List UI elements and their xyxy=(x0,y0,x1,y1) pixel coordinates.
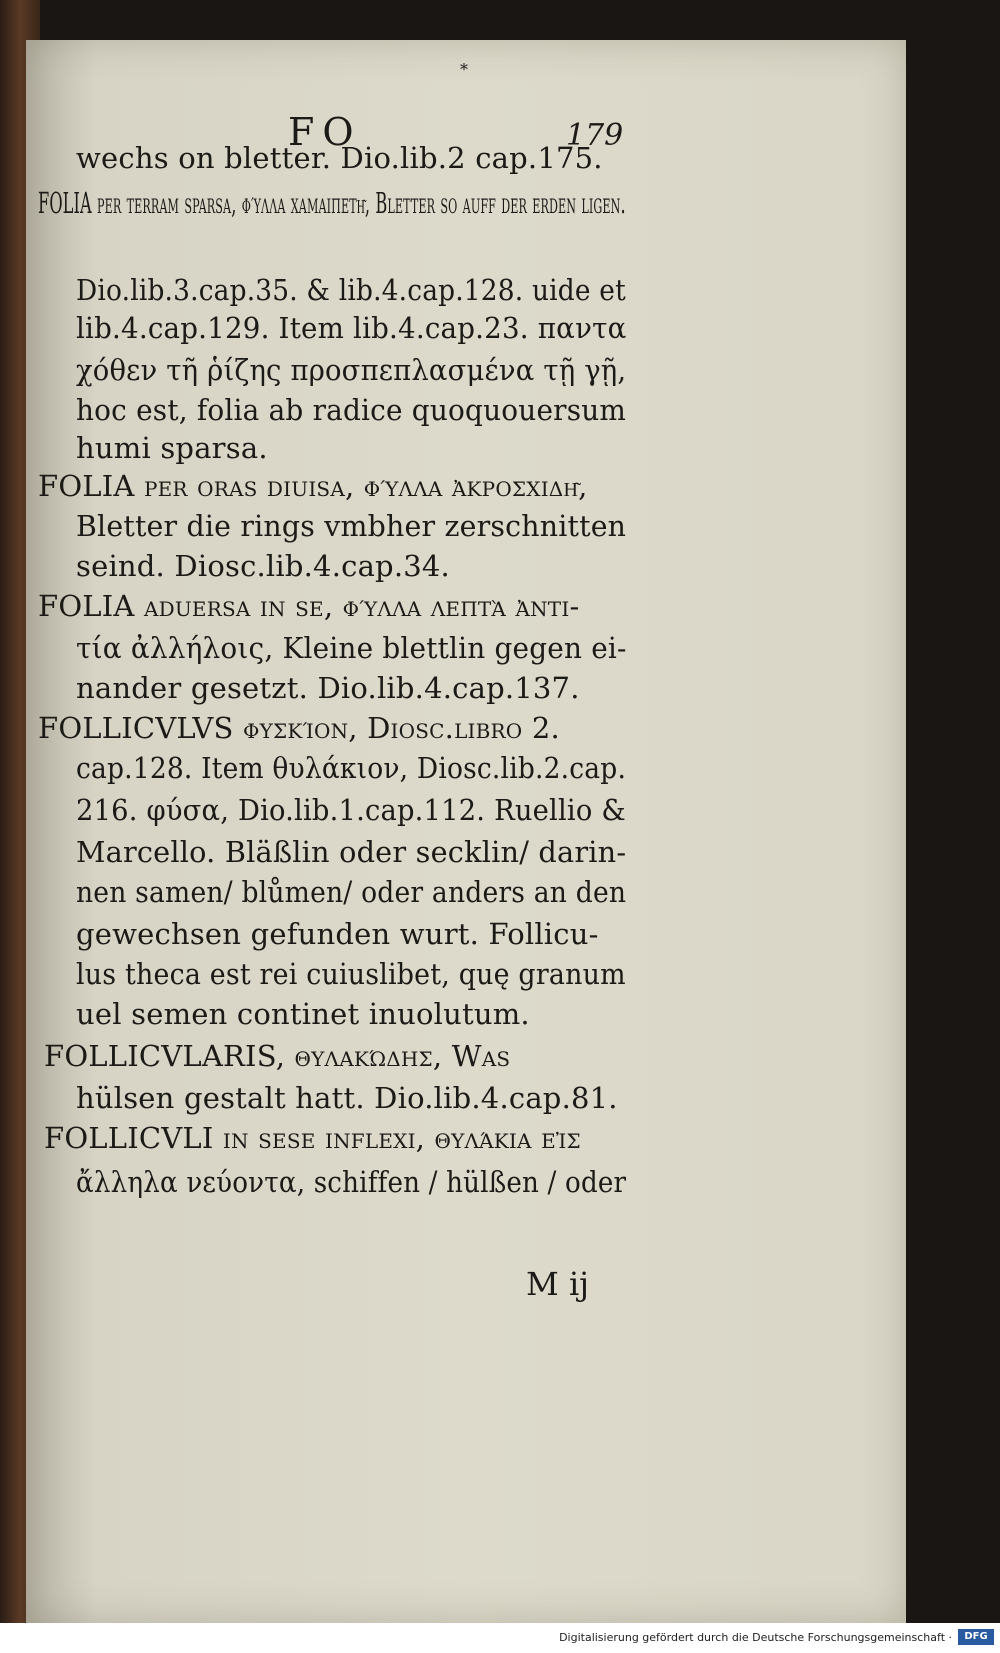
text-line: Marcello. Bläßlin oder secklin/ darin- xyxy=(76,835,627,869)
text-line: lib.4.cap.129. Item lib.4.cap.23. παντα xyxy=(76,311,627,345)
text-line: nander gesetzt. Dio.lib.4.cap.137. xyxy=(76,671,580,705)
text-line: nen samen/ blůmen/ oder anders an den xyxy=(76,875,627,909)
text-line: humi sparsa. xyxy=(76,431,268,465)
text-line: hoc est, folia ab radice quoquouersum xyxy=(76,393,627,427)
book-page xyxy=(26,40,906,1623)
entry-line: FOLIA per terram sparsa, φύλλα χαμαιπετῆ, Bletter so auff der erden ligen. xyxy=(38,186,626,220)
text-line: uel semen continet inuolutum. xyxy=(76,997,530,1031)
text-line: wechs on bletter. Dio.lib.2 cap.175. xyxy=(76,141,603,175)
running-head: FO xyxy=(288,110,362,154)
entry-line: FOLIA aduersa in se, φύλλα λεπτὰ ἀντι- xyxy=(38,589,580,623)
entry-line: FOLLICVLVS φυσκίον, Diosc.libro 2. xyxy=(38,711,560,745)
entry-line: FOLLICVLI in sese inflexi, θυλάκια εἰς xyxy=(44,1121,581,1155)
entry-line: FOLIA per oras diuisa, φύλλα ἀκροσχιδῆ, xyxy=(38,469,588,503)
page-ornament: * xyxy=(460,60,468,79)
footer-bar xyxy=(0,1623,1000,1653)
funding-credit: Digitalisierung gefördert durch die Deutsche Forschungsgemeinschaft · xyxy=(559,1631,952,1644)
text-line: gewechsen gefunden wurt. Follicu- xyxy=(76,917,599,951)
text-line: seind. Diosc.lib.4.cap.34. xyxy=(76,549,450,583)
text-line: lus theca est rei cuiuslibet, quę granum xyxy=(76,957,626,991)
dfg-logo: DFG xyxy=(958,1629,994,1645)
text-line: χόθεν τῆ ῥίζης προσπεπλασμένα τῇ γῇ, xyxy=(76,353,627,387)
entry-line: FOLLICVLARIS, θυλακώδης, Was xyxy=(44,1039,511,1073)
text-line: hülsen gestalt hatt. Dio.lib.4.cap.81. xyxy=(76,1081,618,1115)
text-line: Bletter die rings vmbher zerschnitten xyxy=(76,509,627,543)
page-number: 179 xyxy=(566,118,624,153)
text-line: τία ἀλλήλοις, Kleine blettlin gegen ei- xyxy=(76,631,627,665)
text-line: 216. φύσα, Dio.lib.1.cap.112. Ruellio & xyxy=(76,793,626,827)
page-content xyxy=(26,40,906,1623)
text-line: cap.128. Item θυλάκιον, Diosc.lib.2.cap. xyxy=(76,751,627,785)
text-line: ἄλληλα νεύοντα, schiffen / hülßen / oder xyxy=(76,1165,627,1199)
text-line: Dio.lib.3.cap.35. & lib.4.cap.128. uide et xyxy=(76,273,626,307)
catchword-signature: M ij xyxy=(526,1265,590,1303)
